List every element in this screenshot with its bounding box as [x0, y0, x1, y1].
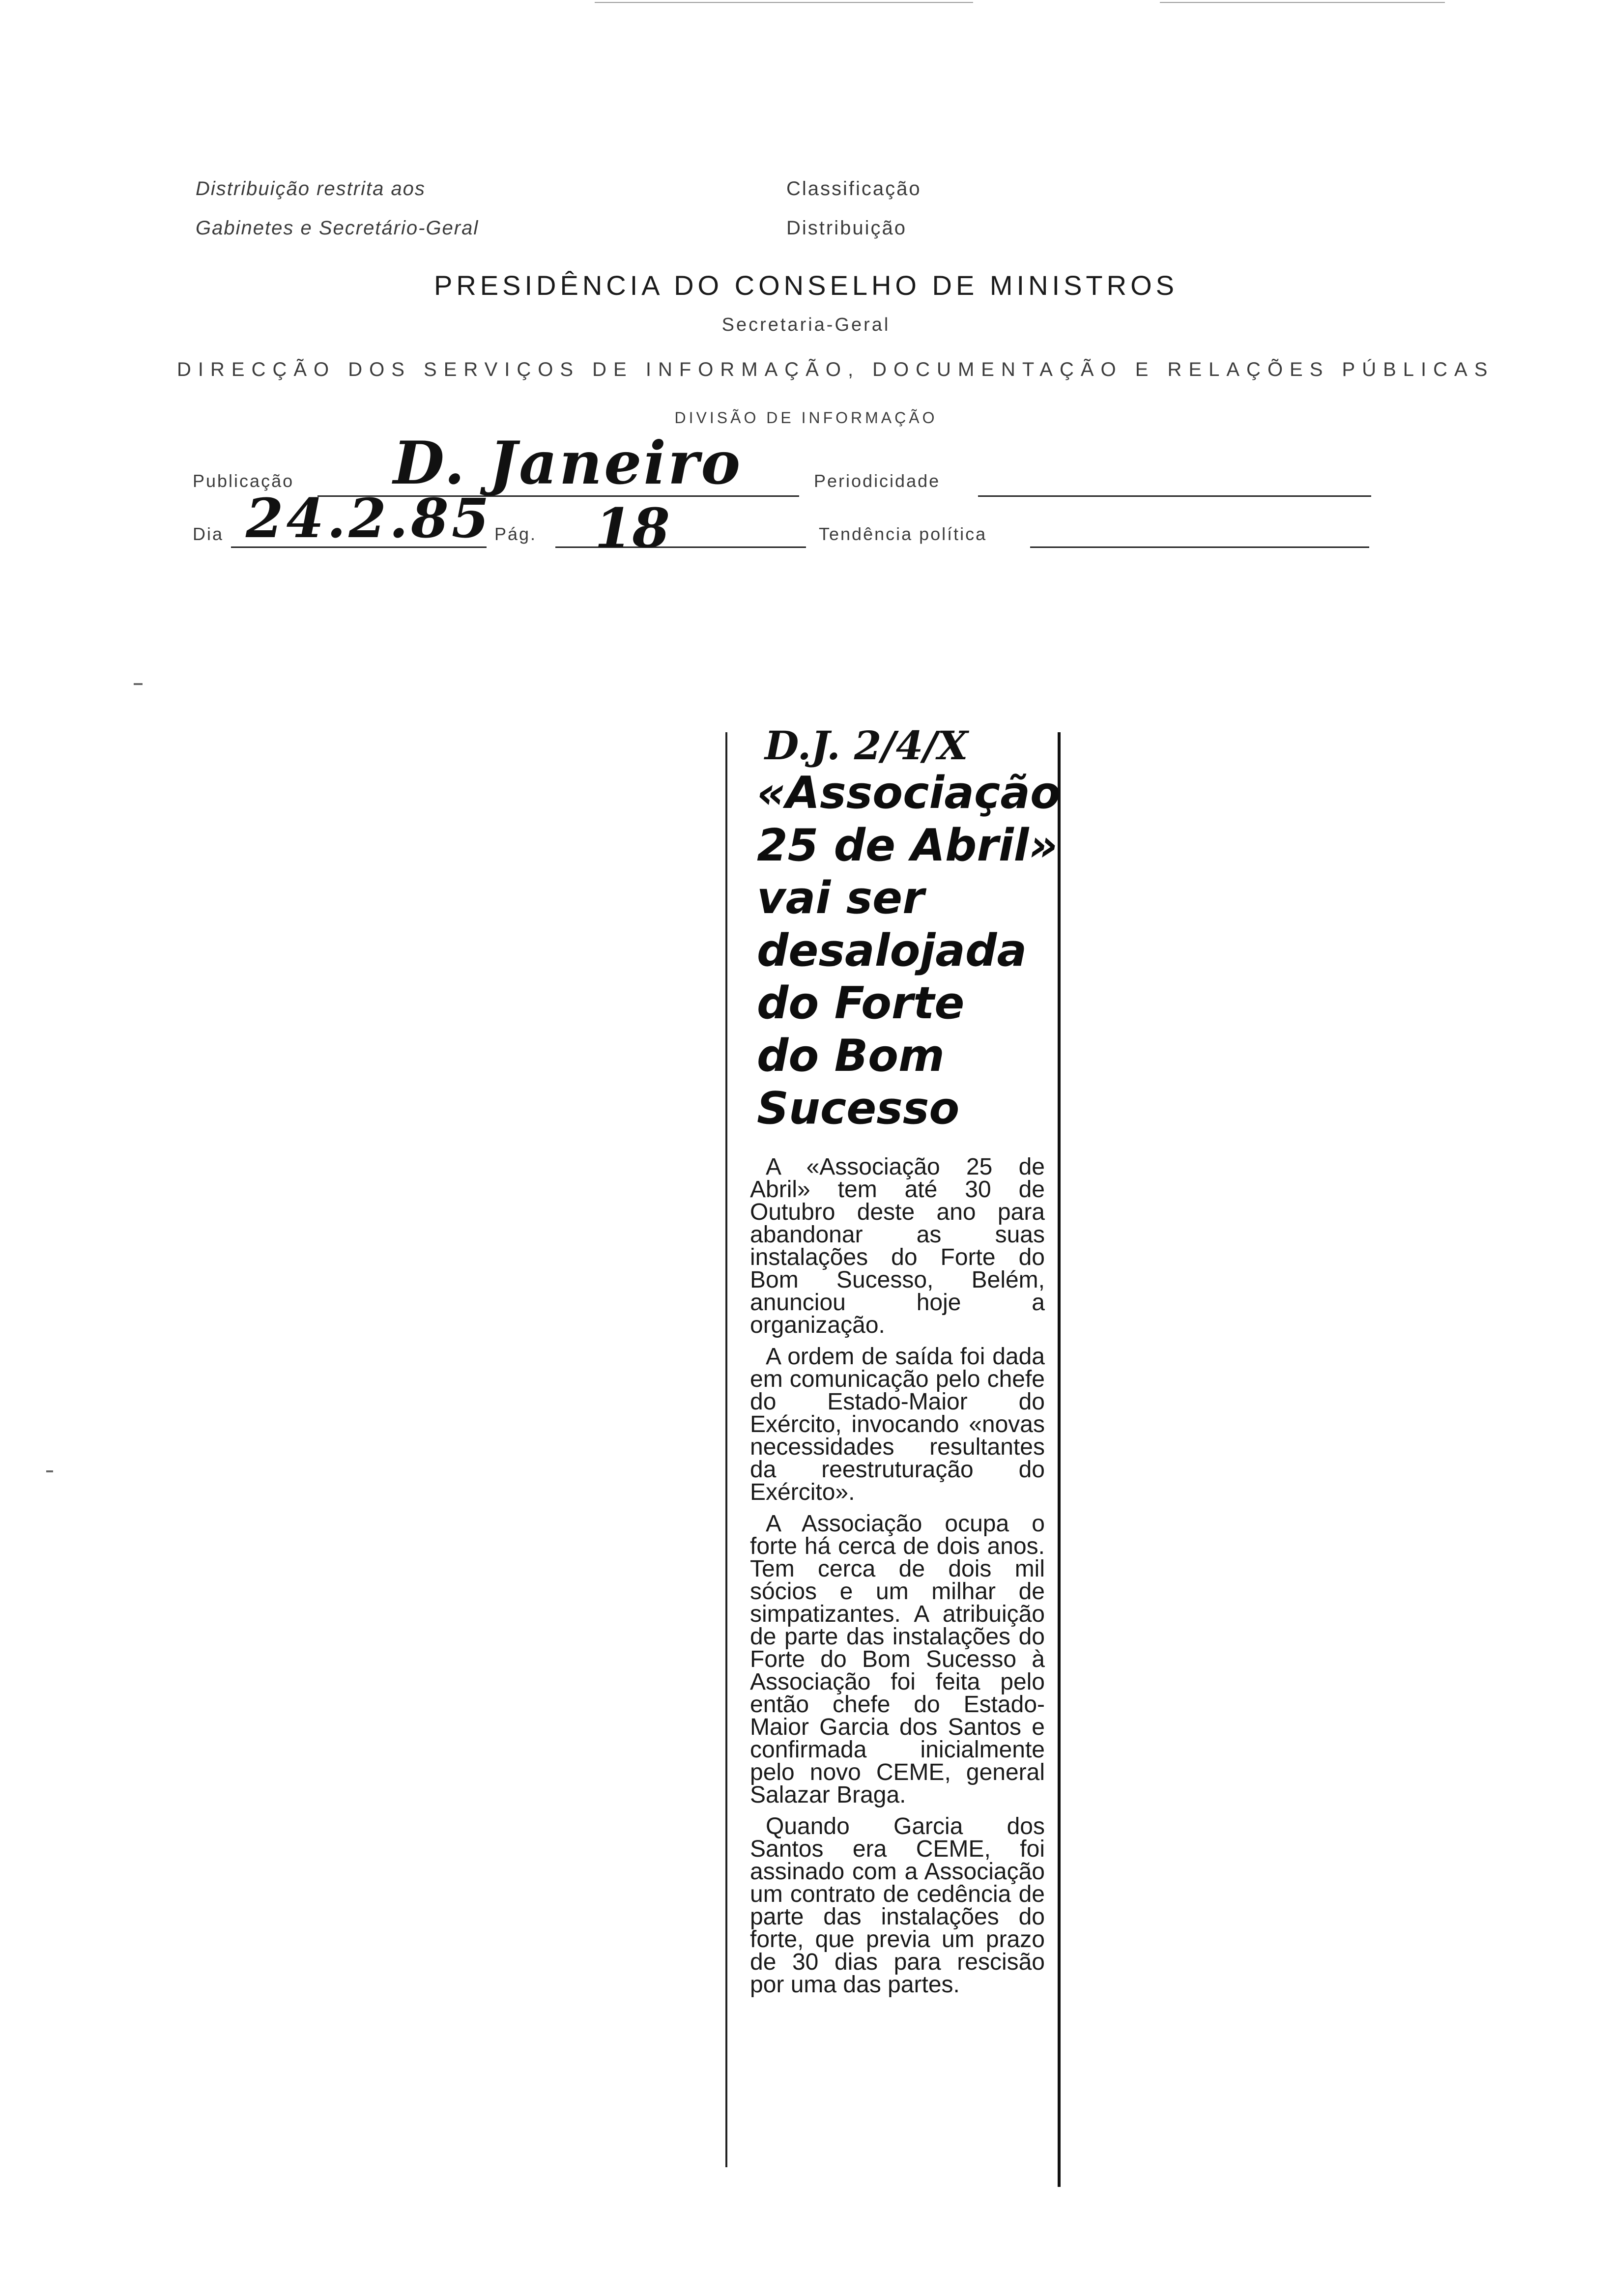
periodicity-label: Periodicidade: [814, 471, 941, 491]
distribution-restriction-line2: Gabinetes e Secretário-Geral: [196, 217, 479, 239]
division-line: DIVISÃO DE INFORMAÇÃO: [674, 409, 938, 427]
clipping-left-border: [725, 732, 727, 2167]
clipping-body: [750, 1156, 1045, 1996]
clipping-paragraph: A Associação ocupa o forte há cerca de dois anos. Tem cerca de dois mil sócios e um milhar de simpatizantes. A atribuição de parte das instalações do Forte do Bom Sucesso à Associação foi feita pelo então chefe do Estado-Maior Garcia dos Santos e confirmada inicialmente pelo novo CEME, general Salazar Braga.: [750, 1511, 1045, 1808]
headline-line: desalojada: [757, 925, 1027, 976]
political-tendency-rule: [1030, 546, 1369, 548]
clipping-right-border: [1058, 732, 1061, 2187]
scan-edge-line: [1160, 2, 1445, 3]
classification-label: Classificação: [786, 178, 921, 200]
headline-line: 25 de Abril»: [757, 820, 1058, 871]
page-title: PRESIDÊNCIA DO CONSELHO DE MINISTROS: [434, 270, 1178, 301]
day-label: Dia: [193, 524, 224, 544]
scan-edge-line: [595, 2, 973, 3]
clipping-paragraph: Quando Garcia dos Santos era CEME, foi assinado com a Associação um contrato de cedência de parte das instalações do forte, que previa um prazo de 30 dias para rescisão por uma das partes.: [750, 1813, 1045, 1998]
headline-line: Sucesso: [757, 1083, 960, 1134]
publication-label: Publicação: [193, 471, 294, 491]
directorate-line: DIRECÇÃO DOS SERVIÇOS DE INFORMAÇÃO, DOCUMENTAÇÃO E RELAÇÕES PÚBLICAS: [177, 359, 1495, 380]
clipping-handwritten-note: D.J. 2/4/X: [765, 722, 968, 769]
distribution-restriction-line1: Distribuição restrita aos: [196, 178, 426, 200]
page-subtitle: Secretaria-Geral: [721, 315, 891, 335]
scan-speck: [134, 683, 143, 685]
political-tendency-label: Tendência política: [819, 524, 987, 544]
page-number-label: Pág.: [494, 524, 537, 544]
headline-line: do Bom: [757, 1030, 945, 1082]
scan-speck: [46, 1470, 53, 1472]
page-number-handwritten-value: 18: [595, 496, 670, 560]
clipping-headline: [757, 767, 1061, 1135]
clipping-paragraph: A «Associação 25 de Abril» tem até 30 de Outubro deste ano para abandonar as suas instalações do Forte do Bom Sucesso, Belém, anunciou hoje a organização.: [750, 1154, 1045, 1338]
headline-line: «Associação: [757, 767, 1061, 819]
publication-handwritten-value: D. Janeiro: [393, 429, 743, 498]
distribution-label: Distribuição: [786, 217, 907, 239]
day-handwritten-value: 24.2.85: [246, 487, 492, 550]
periodicity-rule: [978, 495, 1371, 497]
headline-line: do Forte: [757, 977, 965, 1029]
page-number-rule: [555, 546, 806, 548]
headline-line: vai ser: [757, 872, 924, 924]
clipping-paragraph: A ordem de saída foi dada em comunicação pelo chefe do Estado-Maior do Exército, invocando «novas necessidades resultantes da reestruturação do Exército».: [750, 1344, 1045, 1505]
